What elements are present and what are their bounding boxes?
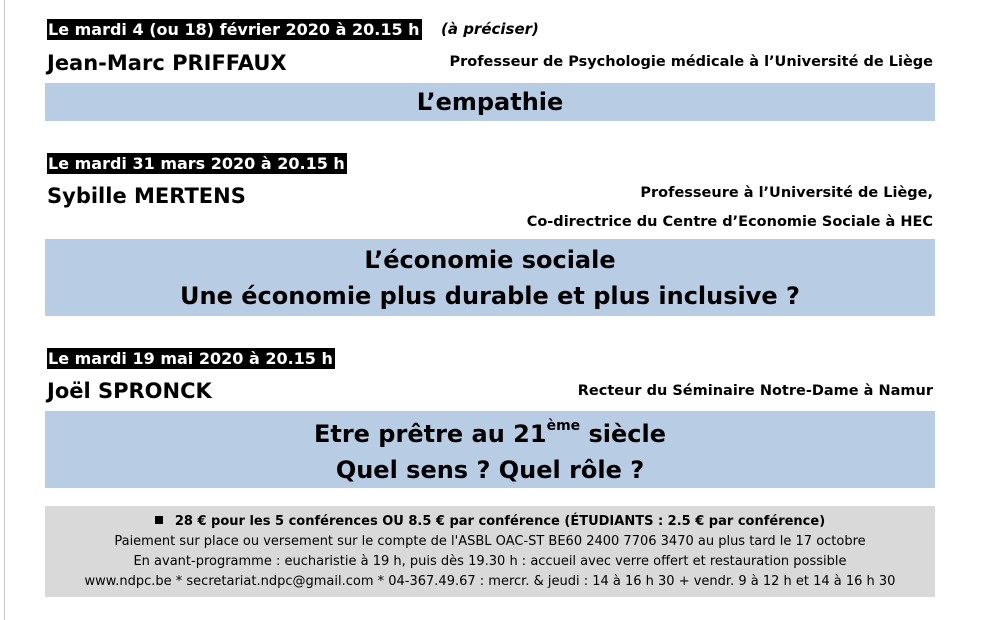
- event-1-title: L’empathie: [416, 88, 564, 116]
- event-2-title-line-2: Une économie plus durable et plus inclusive ?: [180, 281, 800, 310]
- event-3-title-band: [45, 411, 935, 488]
- page-edge-line: [4, 0, 5, 620]
- event-2-date: Le mardi 31 mars 2020 à 20.15 h: [48, 154, 345, 173]
- square-bullet-icon: [155, 516, 163, 524]
- event-3-title-line-1: Etre prêtre au 21ème siècle: [313, 418, 667, 448]
- program-line: En avant-programme : eucharistie à 19 h, puis dès 19.30 h : accueil avec verre offert et restauration possible: [133, 553, 847, 569]
- price-line: 28 € pour les 5 conférences OU 8.5 € par conférence (ÉTUDIANTS : 2.5 € par conférence): [155, 512, 825, 532]
- event-3-date: Le mardi 19 mai 2020 à 20.15 h: [48, 349, 333, 368]
- event-2-title-band: [45, 239, 935, 316]
- event-1-title-band: [45, 83, 935, 121]
- event-2-speaker: Sybille MERTENS: [47, 184, 246, 208]
- event-3-title-line-2: Quel sens ? Quel rôle ?: [335, 456, 645, 484]
- event-1-speaker: Jean-Marc PRIFFAUX: [47, 51, 287, 75]
- event-1-role: Professeur de Psychologie médicale à l’Université de Liège: [449, 54, 933, 70]
- info-box: [45, 506, 935, 597]
- payment-line: Paiement sur place ou versement sur le compte de l'ASBL OAC-ST BE60 2400 7706 3470 au plus tard le 17 octobre: [114, 533, 866, 549]
- event-2-role-2: Co-directrice du Centre d’Economie Sociale à HEC: [526, 214, 933, 230]
- event-2-title-line-1: L’économie sociale: [364, 245, 616, 274]
- event-3-role: Recteur du Séminaire Notre-Dame à Namur: [577, 383, 933, 399]
- contact-line: www.ndpc.be * secretariat.ndpc@gmail.com * 04-367.49.67 : mercr. & jeudi : 14 à 16 h 30 + vendr. 9 à 12 h et 14 à 16 h 30: [84, 573, 896, 589]
- event-3-speaker: Joël SPRONCK: [47, 379, 212, 403]
- event-1-date-note: (à préciser): [441, 20, 539, 38]
- event-2-role-1: Professeure à l’Université de Liège,: [640, 185, 933, 201]
- event-1-date: Le mardi 4 (ou 18) février 2020 à 20.15 h: [48, 20, 420, 39]
